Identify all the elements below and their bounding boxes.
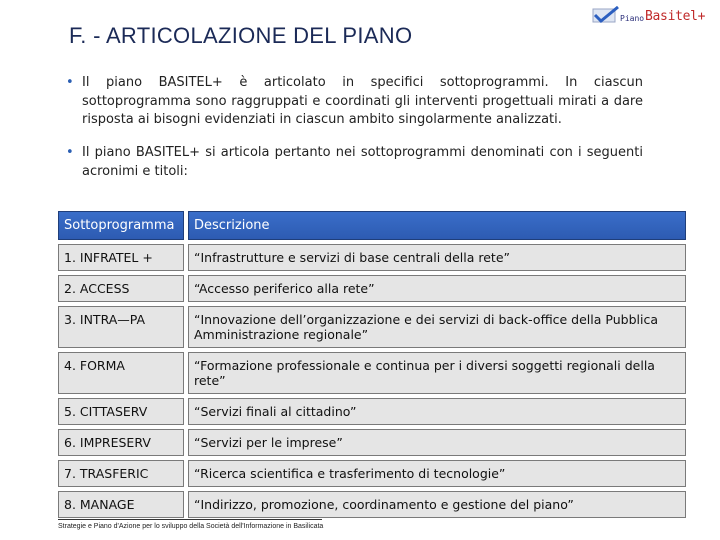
header-subprogram: Sottoprogramma xyxy=(58,211,184,240)
description-cell: “Accesso periferico alla rete” xyxy=(188,275,686,302)
subprogram-cell: 3. INTRA—PA xyxy=(58,306,184,348)
table-row xyxy=(58,244,686,271)
table-row xyxy=(58,398,686,425)
bullet-paragraph xyxy=(66,74,643,130)
subprogram-cell: 8. MANAGE xyxy=(58,491,184,518)
logo-small-text: Piano xyxy=(620,14,645,23)
logo-big-text: Basitel+ xyxy=(645,9,706,24)
subprogram-cell: 4. FORMA xyxy=(58,352,184,394)
page-title: F. - ARTICOLAZIONE DEL PIANO xyxy=(69,23,413,48)
subprogram-cell: 5. CITTASERV xyxy=(58,398,184,425)
table-row xyxy=(58,275,686,302)
bullet-text: Il piano BASITEL+ si articola pertanto nei sottoprogrammi denominati con i seguenti acronimi e titoli: xyxy=(82,145,643,179)
description-cell: “Innovazione dell’organizzazione e dei servizi di back-office della Pubblica Amministrazione regionale” xyxy=(188,306,686,348)
subprogram-table xyxy=(54,207,690,522)
checkmark-icon xyxy=(592,6,620,24)
bullet-paragraph xyxy=(66,144,643,181)
basitel-logo xyxy=(592,6,716,28)
bullet-dot-icon: • xyxy=(66,75,74,90)
description-cell: “Infrastrutture e servizi di base centrali della rete” xyxy=(188,244,686,271)
header-description: Descrizione xyxy=(188,211,686,240)
description-cell: “Ricerca scientifica e trasferimento di tecnologie” xyxy=(188,460,686,487)
table-row xyxy=(58,306,686,348)
description-cell: “Indirizzo, promozione, coordinamento e gestione del piano” xyxy=(188,491,686,518)
table-row xyxy=(58,429,686,456)
bullet-text: Il piano BASITEL+ è articolato in specifici sottoprogrammi. In ciascun sottoprogramma sono raggruppati e coordinati gli interventi progettuali mirati a dare risposta ai bisogni evidenziati in ciascun ambito singolarmente analizzati. xyxy=(82,75,643,127)
footer-text: Strategie e Piano d'Azione per lo sviluppo della Società dell'Informazione in Basilicata xyxy=(58,523,324,530)
description-cell: “Formazione professionale e continua per i diversi soggetti regionali della rete” xyxy=(188,352,686,394)
subprogram-cell: 1. INFRATEL + xyxy=(58,244,184,271)
subprogram-cell: 7. TRASFERIC xyxy=(58,460,184,487)
table-header-row xyxy=(58,211,686,240)
table-row xyxy=(58,352,686,394)
description-cell: “Servizi finali al cittadino” xyxy=(188,398,686,425)
subprogram-cell: 6. IMPRESERV xyxy=(58,429,184,456)
footer-divider xyxy=(58,519,322,520)
table-row xyxy=(58,460,686,487)
description-cell: “Servizi per le imprese” xyxy=(188,429,686,456)
table-row xyxy=(58,491,686,518)
bullet-dot-icon: • xyxy=(66,145,74,160)
subprogram-cell: 2. ACCESS xyxy=(58,275,184,302)
